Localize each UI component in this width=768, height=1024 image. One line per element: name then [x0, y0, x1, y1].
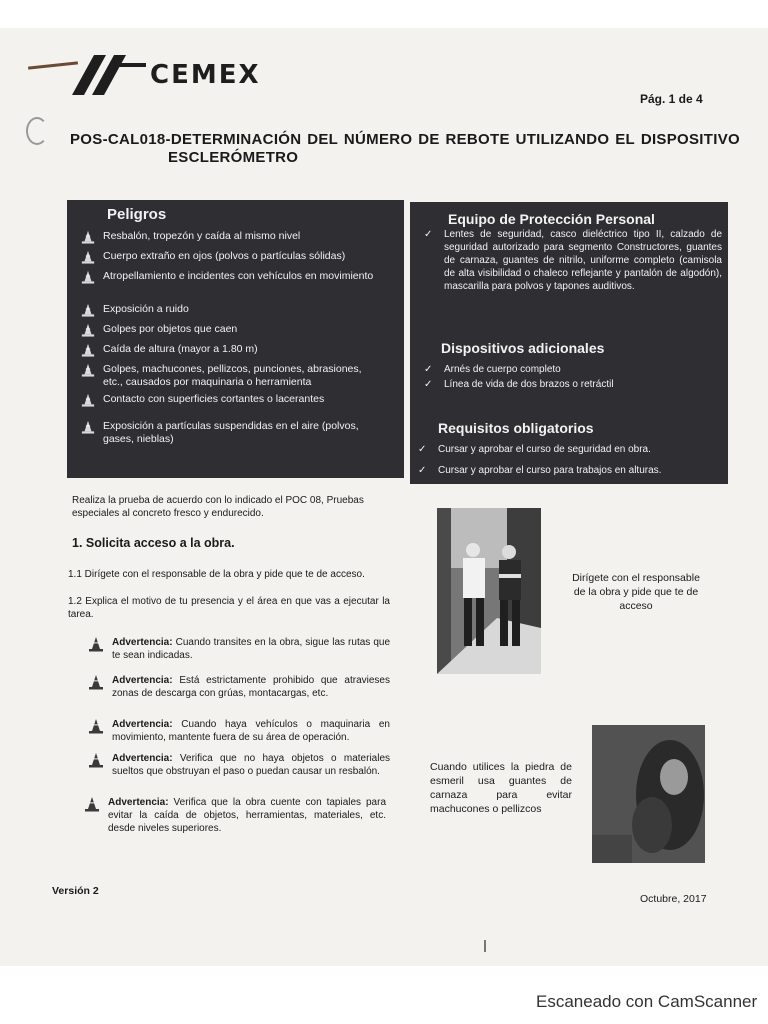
- check-icon: ✓: [424, 229, 433, 240]
- grinder-photo-illustration: [592, 725, 705, 863]
- intro-text: Realiza la prueba de acuerdo con lo indicado el POC 08, Pruebas especiales al concreto fresco y endurecido.: [72, 495, 364, 519]
- title-word: REBOTE: [445, 131, 510, 148]
- check-item-text: Cursar y aprobar el curso para trabajos en alturas.: [438, 465, 662, 476]
- dispositivos-item: [424, 378, 722, 391]
- traffic-cone-icon: [81, 230, 95, 244]
- peligros-panel: [67, 200, 404, 478]
- dispositivos-item: [424, 363, 722, 376]
- check-icon: ✓: [418, 465, 427, 476]
- version-label: Versión 2: [52, 885, 99, 897]
- title-word: DE: [418, 131, 440, 148]
- check-item-text: Línea de vida de dos brazos o retráctil: [444, 379, 614, 390]
- check-icon: ✓: [418, 444, 427, 455]
- peligro-item: [81, 270, 381, 284]
- traffic-cone-icon: [88, 636, 104, 652]
- title-line-2: ESCLERÓMETRO: [168, 149, 299, 166]
- fold-mark: [484, 940, 486, 952]
- title-word: POS-CAL018-DETERMINACIÓN: [70, 131, 302, 148]
- check-item-text: Cursar y aprobar el curso de seguridad en obra.: [438, 444, 651, 455]
- peligro-item: [81, 420, 381, 446]
- cemex-logo: [72, 55, 261, 95]
- dispositivos-heading: Dispositivos adicionales: [441, 340, 605, 356]
- check-icon: ✓: [424, 364, 433, 375]
- title-word: DEL: [307, 131, 339, 148]
- traffic-cone-icon: [81, 250, 95, 264]
- advertencia-label: Advertencia:: [112, 637, 173, 648]
- advertencia-item: [88, 636, 390, 662]
- peligro-text: Exposición a partículas suspendidas en el aire (polvos, gases, nieblas): [103, 420, 359, 445]
- cemex-slashes-icon: [72, 55, 146, 95]
- dispositivos-list: [424, 363, 722, 393]
- traffic-cone-icon: [81, 420, 95, 434]
- peligros-heading: Peligros: [107, 206, 167, 223]
- peligro-item: [81, 250, 381, 264]
- advertencia-body: Está estrictamente prohibido que atravieses zonas de descarga con grúas, montacargas, etc.: [112, 675, 390, 699]
- title-word: UTILIZANDO: [515, 131, 610, 148]
- title-line-1: [70, 131, 740, 149]
- advertencia-body: Verifica que no haya objetos o materiales sueltos que obstruyan el paso o puedan causar un resbalón.: [112, 753, 391, 777]
- advertencia-text: [112, 636, 390, 662]
- traffic-cone-icon: [88, 674, 104, 690]
- title-word: NÚMERO: [343, 131, 413, 148]
- peligro-item: [81, 303, 381, 317]
- epp-panel: [410, 202, 728, 484]
- date-label: Octubre, 2017: [640, 893, 707, 905]
- peligro-item: [81, 230, 381, 244]
- photo-2-caption: Cuando utilices la piedra de esmeril usa guantes de carnaza para evitar machucones o pellizcos: [430, 761, 572, 815]
- peligro-item: [81, 323, 381, 337]
- peligro-text: Resbalón, tropezón y caída al mismo nivel: [103, 230, 301, 242]
- photo-workers-site: [437, 508, 541, 674]
- advertencia-label: Advertencia:: [112, 675, 173, 686]
- traffic-cone-icon: [88, 718, 104, 734]
- step-1-2: 1.2 Explica el motivo de tu presencia y el área en que vas a ejecutar la tarea.: [68, 596, 390, 620]
- traffic-cone-icon: [81, 343, 95, 357]
- advertencia-text: [108, 796, 386, 835]
- advertencia-text: [112, 674, 390, 700]
- traffic-cone-icon: [81, 363, 95, 377]
- advertencia-label: Advertencia:: [108, 797, 169, 808]
- check-icon: ✓: [424, 379, 433, 390]
- advertencia-item: [88, 752, 390, 778]
- traffic-cone-icon: [81, 393, 95, 407]
- advertencia-text: [112, 752, 390, 778]
- traffic-cone-icon: [81, 323, 95, 337]
- epp-heading: Equipo de Protección Personal: [448, 211, 655, 227]
- epp-text: Lentes de seguridad, casco dieléctrico tipo II, calzado de seguridad autorizado para segmento Constructores, guantes de carnaza, guantes de nitrilo, uniforme completo (camisola de alta visibilidad o chaleco reflejante y pantalón de algodón), mascarilla para polvos y tapones auditivos.: [444, 229, 722, 292]
- advertencia-text: [112, 718, 390, 744]
- peligro-item: [81, 343, 381, 357]
- advertencia-body: Cuando haya vehículos o maquinaria en movimiento, mantente fuera de su área de operación.: [112, 719, 390, 743]
- traffic-cone-icon: [81, 303, 95, 317]
- peligro-text: Cuerpo extraño en ojos (polvos o partículas sólidas): [103, 250, 346, 262]
- peligro-text: Contacto con superficies cortantes o lacerantes: [103, 393, 325, 405]
- requisitos-item: [418, 443, 722, 456]
- epp-item: [424, 228, 722, 293]
- photo-grinder-gloves: [592, 725, 705, 863]
- peligro-item: [81, 393, 381, 407]
- photo-1-caption: Dirígete con el responsable de la obra y pide que te de acceso: [572, 572, 700, 612]
- advertencia-label: Advertencia:: [112, 753, 173, 764]
- document-title: [70, 131, 740, 167]
- advertencia-body: Cuando transites en la obra, sigue las rutas que te sean indicadas.: [112, 637, 391, 661]
- advertencia-label: Advertencia:: [112, 719, 173, 730]
- advertencia-item: [88, 718, 390, 744]
- peligro-text: Golpes, machucones, pellizcos, punciones, abrasiones, etc., causados por maquinaria o herramienta: [103, 363, 362, 388]
- requisitos-heading: Requisitos obligatorios: [438, 420, 594, 436]
- section-1-heading: 1. Solicita acceso a la obra.: [72, 536, 235, 550]
- advertencia-body: Verifica que la obra cuente con tapiales para evitar la caída de objetos, herramientas, materiales, etc. desde niveles superiores.: [108, 797, 387, 834]
- peligro-item: [81, 363, 381, 389]
- advertencia-item: [84, 796, 386, 835]
- requisitos-item: [418, 464, 722, 477]
- punch-hole-mark: [26, 117, 48, 145]
- peligro-text: Golpes por objetos que caen: [103, 323, 238, 335]
- title-word: EL: [615, 131, 635, 148]
- workers-photo-illustration: [437, 508, 541, 674]
- camscanner-watermark: Escaneado con CamScanner: [536, 992, 758, 1011]
- page-number: Pág. 1 de 4: [640, 92, 703, 106]
- peligro-text: Exposición a ruido: [103, 303, 189, 315]
- peligro-text: Caída de altura (mayor a 1.80 m): [103, 343, 258, 355]
- traffic-cone-icon: [81, 270, 95, 284]
- title-word: DISPOSITIVO: [640, 131, 740, 148]
- advertencia-item: [88, 674, 390, 700]
- traffic-cone-icon: [88, 752, 104, 768]
- logo-wordmark: CEMEX: [150, 60, 261, 90]
- traffic-cone-icon: [84, 796, 100, 812]
- requisitos-list: [418, 443, 722, 485]
- peligro-text: Atropellamiento e incidentes con vehículos en movimiento: [103, 270, 374, 282]
- step-1-1: 1.1 Dirígete con el responsable de la obra y pide que te de acceso.: [68, 569, 365, 580]
- check-item-text: Arnés de cuerpo completo: [444, 364, 561, 375]
